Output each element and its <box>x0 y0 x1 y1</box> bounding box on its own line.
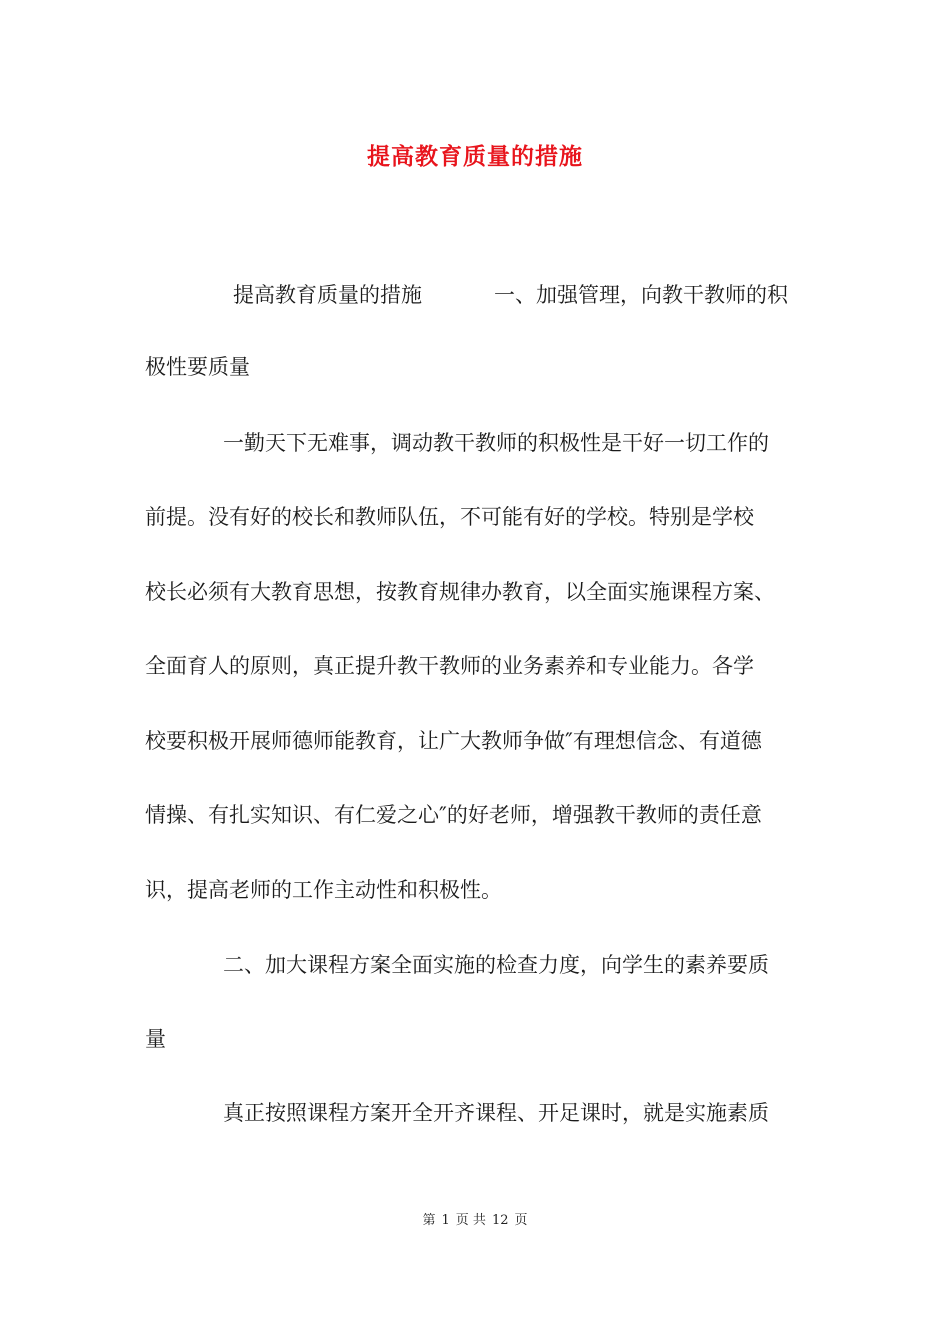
footer-suffix: 页 <box>514 1213 528 1228</box>
section-one-heading-cont: 极性要质量 <box>145 355 250 379</box>
footer-middle: 页 共 <box>455 1213 486 1228</box>
footer-current-page: 1 <box>441 1213 450 1228</box>
paragraph-line: 校要积极开展师德师能教育，让广大教师争做″有理想信念、有道德 <box>145 729 762 753</box>
paragraph-line: 前提。没有好的校长和教师队伍，不可能有好的学校。特别是学校 <box>145 505 754 529</box>
page-footer <box>0 1209 950 1228</box>
footer-prefix: 第 <box>422 1213 436 1228</box>
intro-heading: 提高教育质量的措施 <box>233 283 422 307</box>
section-two-heading: 二、加大课程方案全面实施的检查力度，向学生的素养要质 <box>223 953 769 977</box>
paragraph-line: 真正按照课程方案开全开齐课程、开足课时，就是实施素质 <box>223 1101 769 1125</box>
paragraph-line: 识，提高老师的工作主动性和积极性。 <box>145 878 502 902</box>
footer-total-pages: 12 <box>491 1213 509 1228</box>
paragraph-line: 校长必须有大教育思想，按教育规律办教育，以全面实施课程方案、 <box>145 580 775 604</box>
section-two-heading-cont: 量 <box>145 1027 166 1051</box>
section-one-heading: 一、加强管理，向教干教师的积 <box>494 283 788 307</box>
document-title: 提高教育质量的措施 <box>367 143 583 170</box>
paragraph-line: 一勤天下无难事，调动教干教师的积极性是干好一切工作的 <box>223 431 769 455</box>
paragraph-line: 全面育人的原则，真正提升教干教师的业务素养和专业能力。各学 <box>145 654 754 678</box>
paragraph-line: 情操、有扎实知识、有仁爱之心″的好老师，增强教干教师的责任意 <box>145 803 762 827</box>
